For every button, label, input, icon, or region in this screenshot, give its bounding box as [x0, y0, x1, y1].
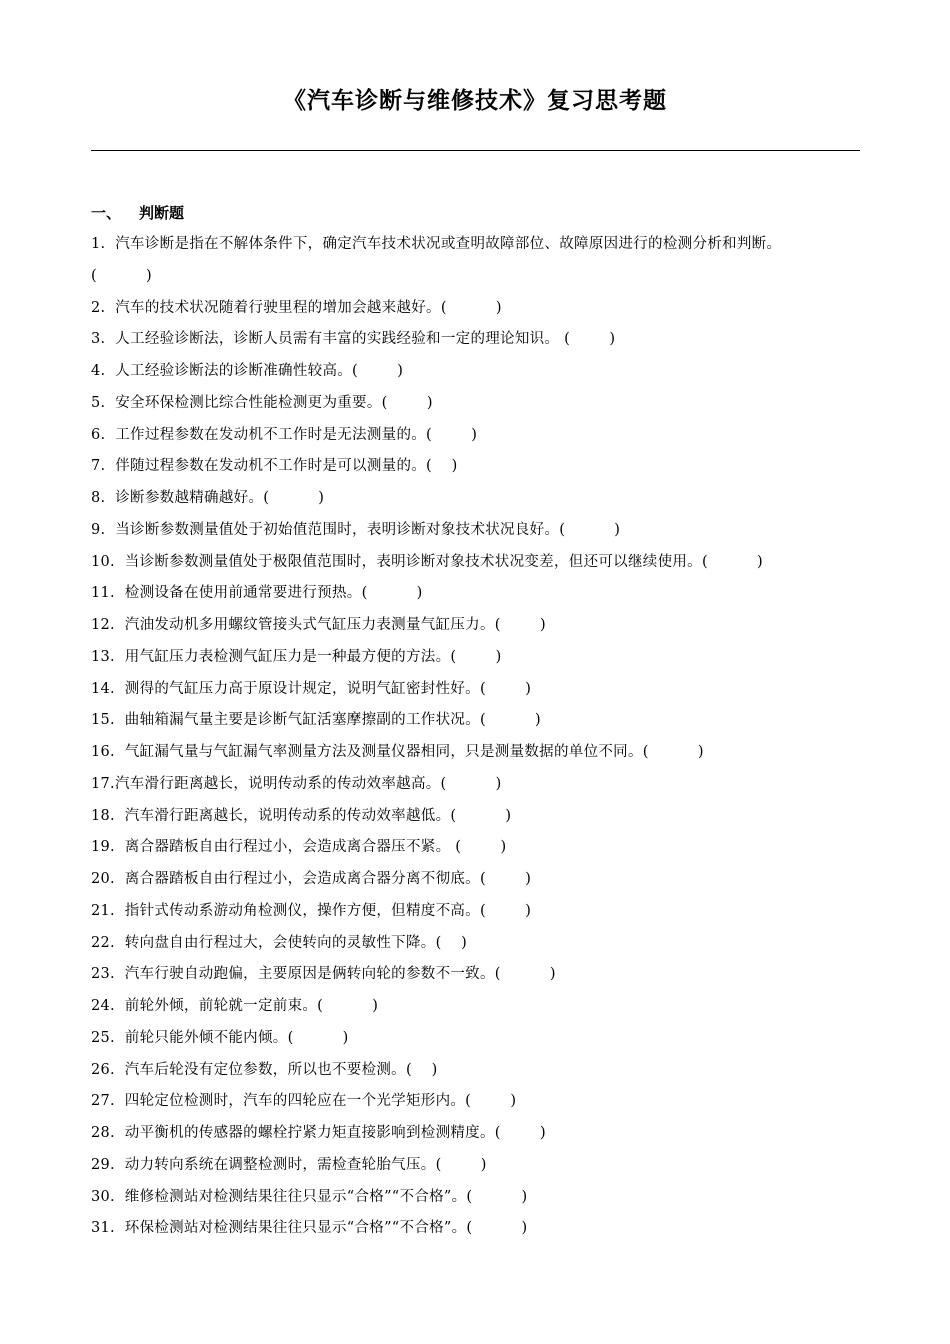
- question-line: 4. 人工经验诊断法的诊断准确性较高。( ): [91, 363, 404, 379]
- question-line: 9. 当诊断参数测量值处于初始值范围时，表明诊断对象技术状况良好。( ): [91, 521, 621, 538]
- question-line: 21. 指针式传动系游动角检测仪，操作方便，但精度不高。( ): [91, 902, 532, 919]
- question-line: 17.汽车滑行距离越长，说明传动系的传动效率越高。( ): [91, 775, 502, 792]
- question-line: 25. 前轮只能外倾不能内倾。( ): [91, 1029, 349, 1046]
- question-line: 22. 转向盘自由行程过大，会使转向的灵敏性下降。( ): [91, 934, 468, 951]
- question-line: 2. 汽车的技术状况随着行驶里程的增加会越来越好。( ): [91, 299, 502, 316]
- section-heading: [91, 202, 184, 223]
- question-line: 5. 安全环保检测比综合性能检测更为重要。( ): [91, 394, 433, 411]
- question-line: 10. 当诊断参数测量值处于极限值范围时，表明诊断对象技术状况变差，但还可以继续使用。( ): [91, 553, 763, 570]
- question-line: 12. 汽油发动机多用螺纹管接头式气缸压力表测量气缸压力。( ): [91, 617, 546, 633]
- section-title: 判断题: [139, 204, 185, 222]
- question-line: 31. 环保检测站对检测结果往往只显示“合格”“不合格”。( ): [91, 1220, 528, 1237]
- question-line: 14. 测得的气缸压力高于原设计规定，说明气缸密封性好。( ): [91, 680, 532, 697]
- question-line: 28. 动平衡机的传感器的螺栓拧紧力矩直接影响到检测精度。( ): [91, 1125, 546, 1141]
- question-line: 18. 汽车滑行距离越长，说明传动系的传动效率越低。( ): [91, 807, 512, 824]
- question-line: 13. 用气缸压力表检测气缸压力是一种最方便的方法。( ): [91, 648, 502, 665]
- question-line: 3. 人工经验诊断法，诊断人员需有丰富的实践经验和一定的理论知识。 ( ): [91, 331, 616, 348]
- question-line: 19. 离合器踏板自由行程过小，会造成离合器压不紧。 ( ): [91, 839, 507, 856]
- section-number: 一、: [91, 204, 122, 222]
- document-title: 《汽车诊断与维修技术》复习思考题: [283, 88, 667, 114]
- question-line: 23. 汽车行驶自动跑偏，主要原因是俩转向轮的参数不一致。( ): [91, 966, 556, 983]
- question-line: 20. 离合器踏板自由行程过小，会造成离合器分离不彻底。( ): [91, 871, 532, 887]
- question-line: 7. 伴随过程参数在发动机不工作时是可以测量的。( ): [91, 458, 458, 475]
- question-line: 29. 动力转向系统在调整检测时，需检查轮胎气压。( ): [91, 1156, 487, 1173]
- question-line: 16. 气缸漏气量与气缸漏气率测量方法及测量仪器相同，只是测量数据的单位不同。( ): [91, 744, 704, 760]
- question-line: 1. 汽车诊断是指在不解体条件下，确定汽车技术状况或查明故障部位、故障原因进行的检测分析和判断。: [91, 236, 782, 252]
- question-line: 30. 维修检测站对检测结果往往只显示“合格”“不合格”。( ): [91, 1188, 528, 1205]
- title-divider: [91, 150, 860, 151]
- question-line: 26. 汽车后轮没有定位参数，所以也不要检测。( ): [91, 1061, 438, 1078]
- question-list: [91, 229, 866, 1245]
- question-line: 27. 四轮定位检测时，汽车的四轮应在一个光学矩形内。( ): [91, 1093, 517, 1110]
- question-line: ( ): [91, 267, 153, 284]
- question-line: 6. 工作过程参数在发动机不工作时是无法测量的。( ): [91, 426, 478, 443]
- question-line: 24. 前轮外倾，前轮就一定前束。( ): [91, 998, 379, 1014]
- question-line: 15. 曲轴箱漏气量主要是诊断气缸活塞摩擦副的工作状况。( ): [91, 712, 541, 729]
- question-line: 8. 诊断参数越精确越好。( ): [91, 490, 325, 506]
- question-line: 11. 检测设备在使用前通常要进行预热。( ): [91, 585, 423, 602]
